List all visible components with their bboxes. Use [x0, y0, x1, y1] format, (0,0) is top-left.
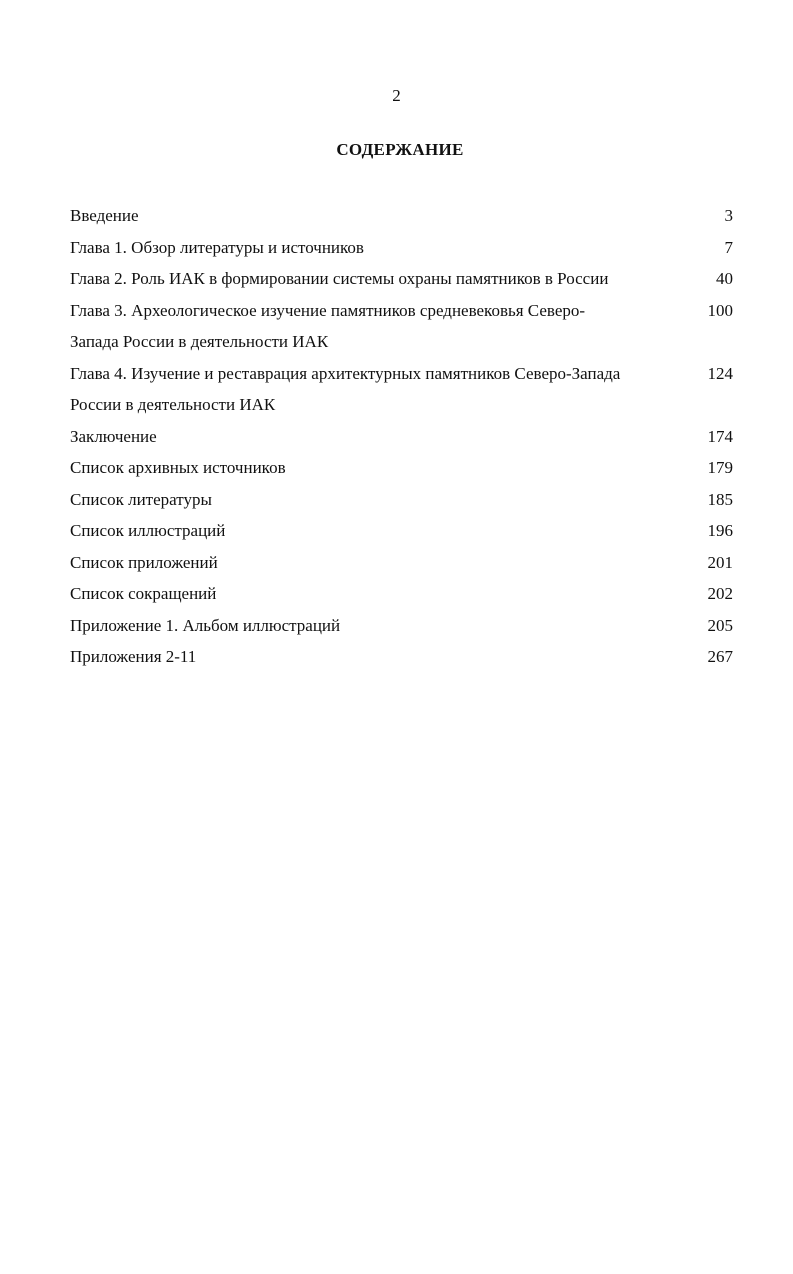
toc-entry-abbreviations [70, 578, 733, 610]
toc-entry-page: 40 [716, 269, 733, 288]
toc-entry-appendices-list [70, 547, 733, 579]
toc-entry-page: 267 [707, 647, 733, 666]
toc-entry-title-line-2: России в деятельности ИАК [70, 395, 276, 414]
toc-entry-appendices-2-11 [70, 641, 733, 673]
toc-entry-page: 202 [707, 584, 733, 603]
toc-entry-introduction [70, 200, 733, 232]
toc-entry-chapter-3 [70, 295, 733, 358]
toc-entry-title: Глава 1. Обзор литературы и источников [70, 237, 364, 257]
toc-entry-chapter-4 [70, 358, 733, 421]
toc-entry-title: Список сокращений [70, 584, 217, 603]
toc-entry-title: Глава 2. Роль ИАК в формировании системы охраны памятников в России [70, 269, 609, 288]
toc-entry-title-line-1: Глава 3. Археологическое изучение памятников средневековья Северо- [70, 300, 586, 320]
toc-entry-page: 196 [707, 521, 733, 540]
toc-entry-archival-sources [70, 452, 733, 484]
toc-entry-page: 201 [707, 552, 733, 572]
toc-entry-conclusion [70, 421, 733, 453]
table-of-contents [70, 200, 733, 673]
toc-entry-page: 174 [707, 426, 733, 446]
toc-entry-page: 205 [707, 615, 733, 635]
toc-entry-title: Список архивных источников [70, 458, 286, 477]
toc-entry-page: 100 [707, 300, 733, 320]
toc-entry-appendix-1 [70, 610, 733, 642]
toc-entry-title: Приложения 2-11 [70, 647, 197, 666]
page-number: 2 [392, 86, 401, 105]
toc-entry-title-line-1: Глава 4. Изучение и реставрация архитектурных памятников Северо-Запада [70, 363, 621, 383]
toc-entry-title: Список приложений [70, 552, 218, 572]
page-title: СОДЕРЖАНИЕ [336, 140, 464, 159]
toc-entry-page: 179 [707, 458, 733, 477]
toc-entry-illustrations [70, 515, 733, 547]
toc-entry-title: Заключение [70, 426, 157, 446]
toc-entry-chapter-1 [70, 232, 733, 264]
toc-entry-page: 124 [707, 363, 733, 383]
toc-entry-chapter-2 [70, 263, 733, 295]
toc-entry-page: 7 [724, 237, 733, 257]
toc-entry-page: 185 [707, 489, 733, 509]
toc-entry-title-line-2: Запада России в деятельности ИАК [70, 332, 329, 351]
toc-entry-literature [70, 484, 733, 516]
toc-entry-page: 3 [724, 206, 733, 225]
toc-entry-title: Введение [70, 206, 139, 225]
toc-entry-title: Список иллюстраций [70, 521, 226, 540]
toc-entry-title: Список литературы [70, 489, 212, 509]
toc-entry-title: Приложение 1. Альбом иллюстраций [70, 615, 341, 635]
